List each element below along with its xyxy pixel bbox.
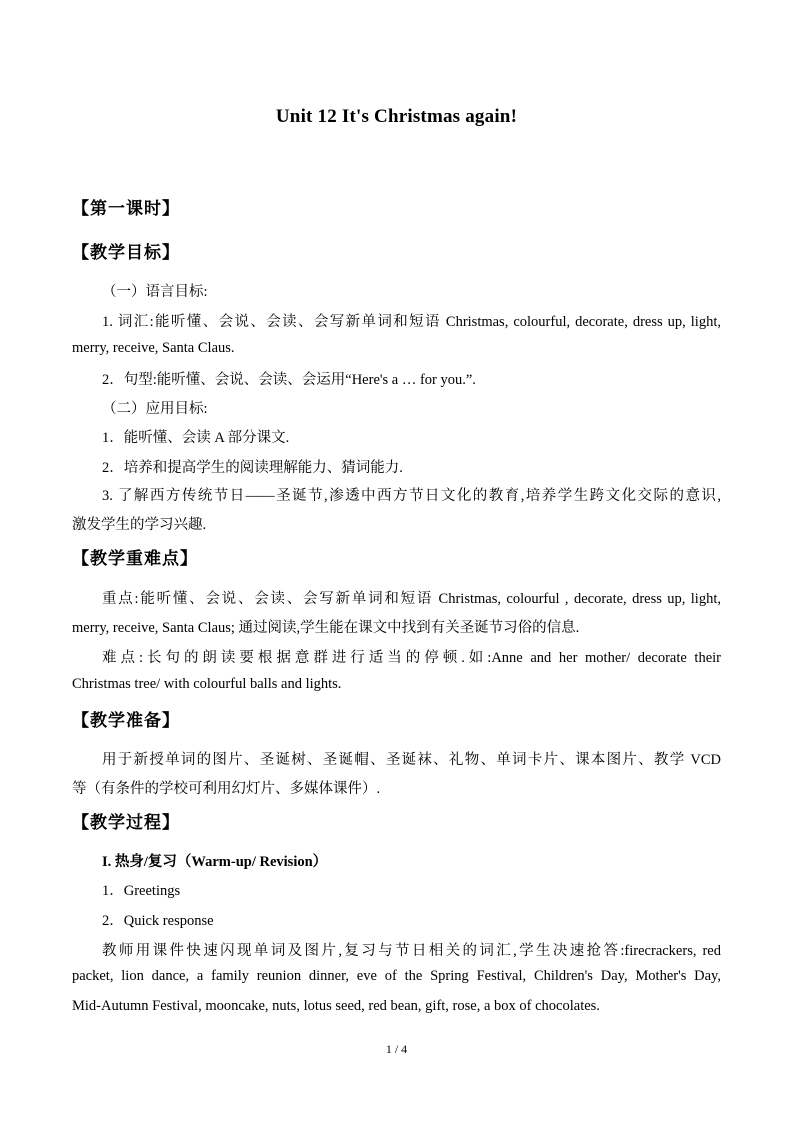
difficulty-line-1: 难点:长句的朗读要根据意群进行适当的停顿.如:Anne and her mother/ decorate their bbox=[102, 650, 721, 666]
application-item-3-line-1: 3. 了解西方传统节日——圣诞节,渗透中西方节日文化的教育,培养学生跨文化交际的意识, bbox=[102, 488, 721, 504]
process-paragraph-line-1: 教师用课件快速闪现单词及图片,复习与节日相关的词汇,学生决速抢答:firecrackers, red bbox=[102, 943, 721, 959]
focus-line-1: 重点:能听懂、会说、会读、会写新单词和短语 Christmas, colourful , decorate, dress up, light, bbox=[102, 591, 721, 607]
page-number: 1 / 4 bbox=[385, 1042, 408, 1056]
application-item-1: 1．能听懂、会读 A 部分课文. bbox=[102, 430, 290, 446]
process-item-1: 1．Greetings bbox=[102, 883, 181, 899]
preparation-heading: 【教学准备】 bbox=[72, 711, 180, 731]
process-paragraph-line-2: packet, lion dance, a family reunion dinner, eve of the Spring Festival, Children's Day, Mother's Day, bbox=[72, 968, 721, 984]
step-1-heading: I. 热身/复习（Warm-up/ Revision） bbox=[102, 854, 328, 870]
vocab-line-2: merry, receive, Santa Claus. bbox=[72, 340, 235, 356]
application-item-2: 2．培养和提高学生的阅读理解能力、猜词能力. bbox=[102, 460, 403, 476]
lesson-label: 【第一课时】 bbox=[72, 199, 180, 219]
key-points-heading: 【教学重难点】 bbox=[72, 549, 198, 569]
process-item-2: 2．Quick response bbox=[102, 913, 214, 929]
preparation-line-2: 等（有条件的学校可利用幻灯片、多媒体课件）. bbox=[72, 781, 381, 797]
preparation-line-1: 用于新授单词的图片、圣诞树、圣诞帽、圣诞袜、礼物、单词卡片、课本图片、教学 VCD bbox=[102, 752, 721, 768]
page-title: Unit 12 It's Christmas again! bbox=[275, 106, 518, 127]
language-goal-label: （一）语言目标: bbox=[102, 284, 208, 300]
sentence-pattern-line: 2．句型:能听懂、会说、会读、会运用“Here's a … for you.”. bbox=[102, 372, 476, 388]
application-item-3-line-2: 激发学生的学习兴趣. bbox=[72, 517, 207, 533]
difficulty-line-2: Christmas tree/ with colourful balls and lights. bbox=[72, 676, 342, 692]
objectives-heading: 【教学目标】 bbox=[72, 243, 180, 263]
vocab-line-1: 1. 词汇:能听懂、会说、会读、会写新单词和短语 Christmas, colourful, decorate, dress up, light, bbox=[102, 314, 721, 330]
application-goal-label: （二）应用目标: bbox=[102, 401, 208, 417]
focus-line-2: merry, receive, Santa Claus; 通过阅读,学生能在课文中找到有关圣诞节习俗的信息. bbox=[72, 620, 580, 636]
process-heading: 【教学过程】 bbox=[72, 813, 180, 833]
process-paragraph-line-3: Mid-Autumn Festival, mooncake, nuts, lotus seed, red bean, gift, rose, a box of chocolates. bbox=[72, 998, 600, 1014]
